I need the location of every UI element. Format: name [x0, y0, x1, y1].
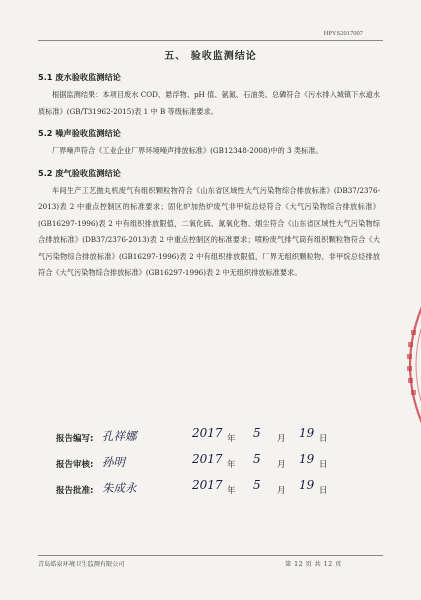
noise-heading: 5.2 噪声验收监测结论: [38, 128, 121, 138]
approver-year: 2017: [192, 478, 223, 492]
wastewater-heading: 5.1 废水验收监测结论: [38, 72, 121, 82]
day-unit: 日: [319, 486, 328, 496]
section-title: 五、 验收监测结论: [164, 51, 257, 62]
signature-row-approver: [56, 478, 356, 504]
exhaust-heading: 5.2 废气验收监测结论: [38, 167, 121, 178]
signature-block: [56, 426, 356, 504]
author-year: 2017: [192, 426, 223, 440]
author-signature: 孔祥娜: [102, 429, 137, 443]
author-label: 报告编写:: [56, 434, 94, 444]
footer-company: 青岛皓泉环境卫生监测有限公司: [38, 561, 125, 568]
header-rule: [38, 40, 383, 41]
month-unit: 月: [277, 434, 286, 444]
reviewer-day: 19: [299, 452, 315, 466]
conclusions-body: [38, 72, 380, 290]
approver-day: 19: [299, 478, 315, 492]
approver-signature: 朱成永: [102, 481, 137, 495]
author-month: 5: [253, 426, 261, 440]
seal-arc-inner: [416, 312, 421, 418]
month-unit: 月: [277, 460, 286, 470]
month-unit: 月: [277, 486, 286, 496]
author-day: 19: [299, 426, 315, 440]
reviewer-year: 2017: [192, 452, 223, 466]
wastewater-paragraph: 根据监测结果：本项目废水 COD、悬浮物、pH 值、氨氮、石油类、总磷符合《污水排入城镇下水道水质标准》(GB/T31962-2015)表 1 中 B 等级标准要求。: [38, 90, 380, 116]
signature-row-author: [56, 426, 356, 452]
year-unit: 年: [227, 434, 236, 444]
reviewer-signature: 孙明: [102, 455, 125, 469]
approver-month: 5: [253, 478, 261, 492]
company-seal-stamp: [387, 290, 421, 440]
approver-label: 报告批准:: [56, 486, 94, 496]
page-number: 第 12 页 共 12 页: [285, 561, 342, 568]
reviewer-month: 5: [253, 452, 261, 466]
day-unit: 日: [319, 434, 328, 444]
doc-code: HPYS2017007: [323, 30, 363, 37]
year-unit: 年: [227, 460, 236, 470]
exhaust-paragraph: 车间生产工艺抛丸机废气有组织颗粒物符合《山东省区域性大气污染物综合排放标准》(DB37/2376-2013)表 2 中重点控制区的标准要求；固化炉加热炉废气非甲烷总烃符合《大气污染物综合排放标准》(GB16297-1996)表 2 中有组织排放限值，二氧化硫、氮氧化物、烟尘符合《山东省区域性大气污染物综合排放标准》(DB37/2376-2013)表 2 中重点控制区的标准要求；喷粉废气排气筒有组织颗粒物符合《大气污染物综合排放标准》(GB16297-1996)表 2 中有组织排放限值，厂界无组织颗粒物、非甲烷总烃排放符合《大气污染物综合排放标准》(GB16297-1996)表 2 中无组织排放标准要求。: [38, 185, 380, 277]
noise-paragraph: 厂界噪声符合《工业企业厂界环境噪声排放标准》(GB12348-2008)中的 3 类标准。: [52, 146, 323, 155]
day-unit: 日: [319, 460, 328, 470]
reviewer-label: 报告审核:: [56, 460, 94, 470]
signature-row-reviewer: [56, 452, 356, 478]
year-unit: 年: [227, 486, 236, 496]
footer-rule: [38, 555, 383, 556]
